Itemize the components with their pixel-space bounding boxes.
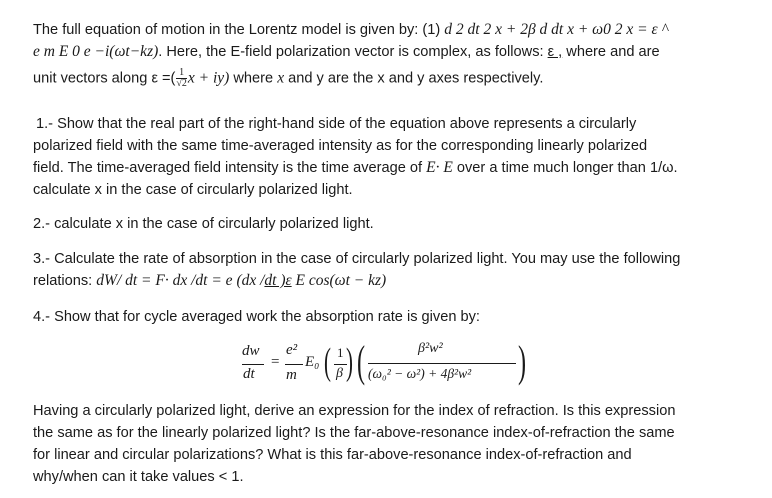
field-expression-math: e m E 0 e −i(ωt−kz) xyxy=(33,43,159,60)
eq-dt: dt xyxy=(243,366,255,382)
eq-one: 1 xyxy=(337,345,344,360)
motion-equation-math: d 2 dt 2 x + 2β d dt x + ω0 2 x = ε ^ xyxy=(444,21,668,38)
final-line-2: the same as for the linearly polarized light? Is the far-above-resonance index-of-refraction the same xyxy=(33,425,675,441)
intro-text: where and are xyxy=(562,44,660,60)
eq-denominator: (ω₀² − ω²) + 4β²w² xyxy=(368,366,472,381)
eq-left-paren: ( xyxy=(357,337,366,386)
intensity-math: E· E xyxy=(426,159,453,176)
final-line-3: for linear and circular polarizations? What is this far-above-resonance index-of-refraction and xyxy=(33,447,632,463)
intro-line-1 xyxy=(33,20,668,40)
eq-fraction-bar xyxy=(285,364,303,365)
q1-text: field. The time-averaged field intensity is the time average of xyxy=(33,160,427,176)
q2-line-1: 2.- calculate x in the case of circularly polarized light. xyxy=(33,216,374,232)
one-over-root-two-fraction xyxy=(176,68,187,89)
eq-e-squared: e² xyxy=(286,342,298,358)
q3-line-2 xyxy=(33,271,386,291)
q3-text: relations: xyxy=(33,273,97,289)
work-relation-math: dW/ dt = F· dx /dt = e (dx / xyxy=(96,272,265,289)
final-line-1: Having a circularly polarized light, derive an expression for the index of refraction. Is this expression xyxy=(33,403,676,419)
q1-text: over a time much longer than 1/ω. xyxy=(452,160,678,176)
fraction-numerator: 1 xyxy=(176,68,187,79)
polarization-vector-math: x + iy) xyxy=(187,69,230,87)
q1-line-2: polarized field with the same time-averaged intensity as for the corresponding linearly polarized xyxy=(33,138,648,154)
fraction-denominator: √2 xyxy=(176,78,187,89)
q4-line-1: 4.- Show that for cycle averaged work the absorption rate is given by: xyxy=(33,309,480,325)
work-relation-math: E cos(ωt − kz) xyxy=(291,272,387,289)
intro-text: . Here, the E-field polarization vector is complex, as follows: xyxy=(158,44,548,60)
eq-equals: = xyxy=(271,354,280,370)
absorption-rate-equation xyxy=(242,337,532,388)
eq-right-paren: ) xyxy=(346,341,353,383)
eq-dw: dw xyxy=(242,343,260,359)
eq-fraction-bar xyxy=(242,364,264,365)
eq-fraction-bar xyxy=(368,363,516,364)
intro-text: and y are the x and y axes respectively. xyxy=(284,70,544,87)
intro-text: unit vectors along ε =( xyxy=(33,70,176,87)
final-line-4: why/when can it take values < 1. xyxy=(33,469,244,485)
intro-line-3 xyxy=(33,68,543,89)
polarization-vector-symbol: ε , xyxy=(547,44,563,60)
dt-epsilon-symbol: dt )ε xyxy=(264,272,292,289)
intro-text: The full equation of motion in the Lorentz model is given by: (1) xyxy=(33,22,445,38)
eq-right-paren: ) xyxy=(518,337,527,386)
eq-e0: E₀ xyxy=(305,354,320,370)
q1-line-1: 1.- Show that the real part of the right-hand side of the equation above represents a circularly xyxy=(36,116,637,132)
q3-line-1: 3.- Calculate the rate of absorption in the case of circularly polarized light. You may use the following xyxy=(33,251,681,267)
intro-line-2 xyxy=(33,42,660,62)
eq-left-paren: ( xyxy=(324,341,331,383)
eq-beta: β xyxy=(336,366,343,381)
q1-line-4: calculate x in the case of circularly polarized light. xyxy=(33,182,353,198)
x-symbol: x xyxy=(277,69,285,87)
eq-m: m xyxy=(286,367,297,383)
intro-text: where xyxy=(229,70,278,87)
q1-line-3 xyxy=(33,158,678,178)
eq-numerator: β²w² xyxy=(418,341,443,356)
